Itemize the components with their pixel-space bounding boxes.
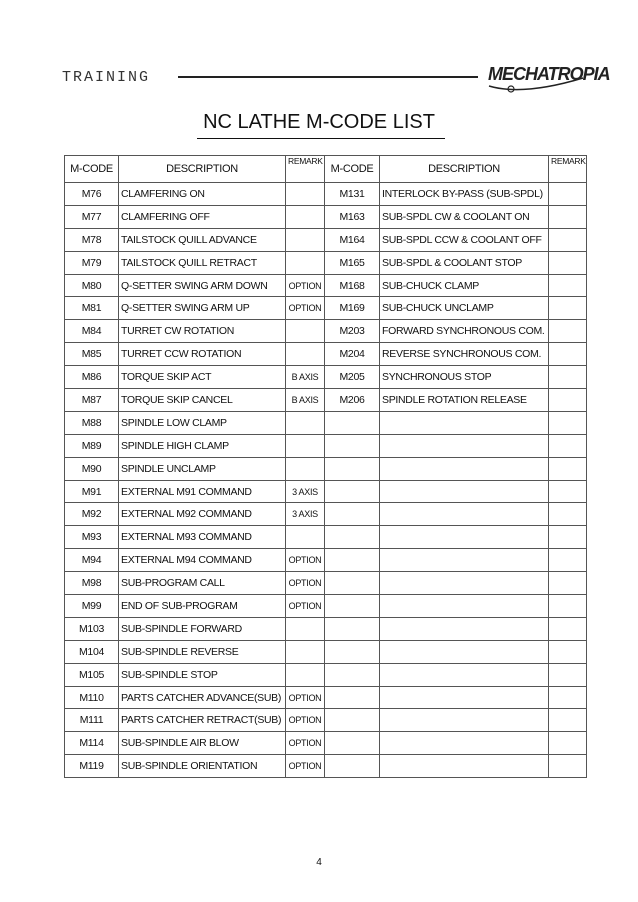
remark-cell (549, 366, 587, 389)
m-code-cell: M169 (325, 297, 380, 320)
remark-cell (549, 205, 587, 228)
m-code-cell: M205 (325, 366, 380, 389)
description-cell: SPINDLE HIGH CLAMP (119, 434, 286, 457)
description-cell: SUB-SPDL CW & COOLANT ON (380, 205, 549, 228)
m-code-cell: M99 (65, 595, 119, 618)
m-code-cell: M104 (65, 640, 119, 663)
remark-cell (549, 389, 587, 412)
m-code-cell (325, 503, 380, 526)
description-cell: TAILSTOCK QUILL RETRACT (119, 251, 286, 274)
remark-cell (549, 297, 587, 320)
description-cell: EXTERNAL M94 COMMAND (119, 549, 286, 572)
description-cell: Q-SETTER SWING ARM DOWN (119, 274, 286, 297)
m-code-cell: M168 (325, 274, 380, 297)
remark-cell (549, 732, 587, 755)
remark-cell (286, 434, 325, 457)
description-cell (380, 549, 549, 572)
description-cell: SUB-SPINDLE ORIENTATION (119, 755, 286, 778)
description-cell: PARTS CATCHER ADVANCE(SUB) (119, 686, 286, 709)
table-row (65, 732, 587, 755)
remark-cell: OPTION (286, 686, 325, 709)
table-row (65, 572, 587, 595)
description-cell (380, 434, 549, 457)
remark-cell (286, 205, 325, 228)
table-row (65, 480, 587, 503)
m-code-cell: M203 (325, 320, 380, 343)
description-cell: CLAMFERING OFF (119, 205, 286, 228)
table-row (65, 274, 587, 297)
table-row (65, 297, 587, 320)
table-row (65, 320, 587, 343)
m-code-cell: M89 (65, 434, 119, 457)
description-cell: END OF SUB-PROGRAM (119, 595, 286, 618)
m-code-cell: M131 (325, 183, 380, 206)
header-m-code: M-CODE (325, 156, 380, 183)
remark-cell (549, 434, 587, 457)
m-code-cell (325, 732, 380, 755)
table-row (65, 434, 587, 457)
remark-cell (549, 343, 587, 366)
description-cell (380, 457, 549, 480)
remark-cell (549, 640, 587, 663)
description-cell: PARTS CATCHER RETRACT(SUB) (119, 709, 286, 732)
description-cell: TURRET CW ROTATION (119, 320, 286, 343)
description-cell: EXTERNAL M92 COMMAND (119, 503, 286, 526)
description-cell (380, 617, 549, 640)
description-cell: SUB-SPINDLE REVERSE (119, 640, 286, 663)
m-code-cell: M80 (65, 274, 119, 297)
table-row (65, 526, 587, 549)
description-cell: SPINDLE LOW CLAMP (119, 411, 286, 434)
m-code-table (64, 155, 587, 778)
m-code-cell: M165 (325, 251, 380, 274)
m-code-cell (325, 755, 380, 778)
header-remark: REMARK (549, 156, 587, 183)
description-cell: EXTERNAL M93 COMMAND (119, 526, 286, 549)
remark-cell: OPTION (286, 732, 325, 755)
remark-cell: B AXIS (286, 389, 325, 412)
table-row (65, 503, 587, 526)
description-cell: SUB-SPDL & COOLANT STOP (380, 251, 549, 274)
description-cell: SUB-SPINDLE AIR BLOW (119, 732, 286, 755)
m-code-cell: M206 (325, 389, 380, 412)
table-row (65, 640, 587, 663)
remark-cell (286, 411, 325, 434)
table-row (65, 411, 587, 434)
description-cell: SPINDLE UNCLAMP (119, 457, 286, 480)
page-number: 4 (316, 857, 322, 868)
description-cell: SUB-CHUCK UNCLAMP (380, 297, 549, 320)
table-row (65, 686, 587, 709)
header-title: TRAINING (62, 69, 151, 86)
remark-cell (286, 343, 325, 366)
description-cell: TURRET CCW ROTATION (119, 343, 286, 366)
remark-cell (549, 228, 587, 251)
description-cell: INTERLOCK BY-PASS (SUB-SPDL) (380, 183, 549, 206)
description-cell: TAILSTOCK QUILL ADVANCE (119, 228, 286, 251)
remark-cell (286, 183, 325, 206)
description-cell: Q-SETTER SWING ARM UP (119, 297, 286, 320)
m-code-cell: M110 (65, 686, 119, 709)
m-code-cell (325, 572, 380, 595)
description-cell: SUB-SPINDLE STOP (119, 663, 286, 686)
table-row (65, 389, 587, 412)
m-code-cell: M164 (325, 228, 380, 251)
m-code-cell: M119 (65, 755, 119, 778)
remark-cell: B AXIS (286, 366, 325, 389)
remark-cell (549, 183, 587, 206)
remark-cell (549, 274, 587, 297)
remark-cell: OPTION (286, 755, 325, 778)
remark-cell: OPTION (286, 274, 325, 297)
m-code-cell: M105 (65, 663, 119, 686)
logo (483, 56, 610, 98)
header-remark: REMARK (286, 156, 325, 183)
header-description: DESCRIPTION (119, 156, 286, 183)
description-cell: SPINDLE ROTATION RELEASE (380, 389, 549, 412)
description-cell: SYNCHRONOUS STOP (380, 366, 549, 389)
m-code-cell: M86 (65, 366, 119, 389)
remark-cell (549, 320, 587, 343)
description-cell (380, 686, 549, 709)
remark-cell (549, 572, 587, 595)
remark-cell (286, 617, 325, 640)
title-underline (197, 138, 445, 139)
remark-cell: OPTION (286, 709, 325, 732)
m-code-cell (325, 617, 380, 640)
m-code-cell: M204 (325, 343, 380, 366)
description-cell: SUB-PROGRAM CALL (119, 572, 286, 595)
m-code-cell (325, 411, 380, 434)
m-code-cell (325, 709, 380, 732)
header-rule (178, 76, 478, 78)
remark-cell (549, 251, 587, 274)
remark-cell (286, 640, 325, 663)
description-cell (380, 503, 549, 526)
description-cell: REVERSE SYNCHRONOUS COM. (380, 343, 549, 366)
description-cell (380, 755, 549, 778)
description-cell: SUB-SPDL CCW & COOLANT OFF (380, 228, 549, 251)
m-code-cell: M76 (65, 183, 119, 206)
description-cell (380, 411, 549, 434)
remark-cell (549, 411, 587, 434)
remark-cell (549, 709, 587, 732)
m-code-cell (325, 457, 380, 480)
remark-cell (549, 617, 587, 640)
remark-cell (549, 549, 587, 572)
m-code-cell: M77 (65, 205, 119, 228)
m-code-cell: M78 (65, 228, 119, 251)
m-code-cell (325, 640, 380, 663)
m-code-cell: M92 (65, 503, 119, 526)
m-code-cell (325, 595, 380, 618)
table-row (65, 228, 587, 251)
description-cell: TORQUE SKIP ACT (119, 366, 286, 389)
m-code-cell (325, 480, 380, 503)
remark-cell (549, 595, 587, 618)
m-code-cell (325, 434, 380, 457)
remark-cell: 3 AXIS (286, 480, 325, 503)
table-row (65, 709, 587, 732)
m-code-cell: M90 (65, 457, 119, 480)
remark-cell (286, 320, 325, 343)
m-code-cell: M84 (65, 320, 119, 343)
description-cell: TORQUE SKIP CANCEL (119, 389, 286, 412)
description-cell (380, 572, 549, 595)
header-description: DESCRIPTION (380, 156, 549, 183)
remark-cell (549, 663, 587, 686)
description-cell: EXTERNAL M91 COMMAND (119, 480, 286, 503)
table-body (65, 183, 587, 778)
description-cell: SUB-SPINDLE FORWARD (119, 617, 286, 640)
m-code-cell: M163 (325, 205, 380, 228)
m-code-cell: M93 (65, 526, 119, 549)
table-row (65, 183, 587, 206)
m-code-cell: M85 (65, 343, 119, 366)
remark-cell (286, 663, 325, 686)
remark-cell (549, 480, 587, 503)
description-cell: FORWARD SYNCHRONOUS COM. (380, 320, 549, 343)
logo-text: MECHATROPIA (488, 64, 610, 84)
m-code-cell: M91 (65, 480, 119, 503)
remark-cell (549, 503, 587, 526)
remark-cell: OPTION (286, 595, 325, 618)
table-header-row (65, 156, 587, 183)
remark-cell (286, 457, 325, 480)
table-row (65, 663, 587, 686)
table-row (65, 617, 587, 640)
remark-cell (549, 526, 587, 549)
remark-cell: OPTION (286, 297, 325, 320)
m-code-cell: M81 (65, 297, 119, 320)
remark-cell (549, 686, 587, 709)
description-cell (380, 709, 549, 732)
remark-cell (286, 251, 325, 274)
table-row (65, 595, 587, 618)
m-code-cell (325, 663, 380, 686)
table-row (65, 205, 587, 228)
description-cell (380, 732, 549, 755)
remark-cell: OPTION (286, 572, 325, 595)
table-row (65, 457, 587, 480)
description-cell (380, 663, 549, 686)
m-code-cell: M88 (65, 411, 119, 434)
description-cell (380, 526, 549, 549)
m-code-cell: M114 (65, 732, 119, 755)
table-row (65, 755, 587, 778)
table-row (65, 366, 587, 389)
description-cell (380, 640, 549, 663)
description-cell: SUB-CHUCK CLAMP (380, 274, 549, 297)
m-code-cell: M111 (65, 709, 119, 732)
m-code-cell: M87 (65, 389, 119, 412)
m-code-cell (325, 686, 380, 709)
remark-cell (286, 526, 325, 549)
document-title: NC LATHE M-CODE LIST (203, 111, 435, 133)
remark-cell: 3 AXIS (286, 503, 325, 526)
table-row (65, 343, 587, 366)
m-code-cell: M79 (65, 251, 119, 274)
description-cell: CLAMFERING ON (119, 183, 286, 206)
m-code-cell: M94 (65, 549, 119, 572)
remark-cell: OPTION (286, 549, 325, 572)
description-cell (380, 595, 549, 618)
remark-cell (286, 228, 325, 251)
header-m-code: M-CODE (65, 156, 119, 183)
table-row (65, 549, 587, 572)
remark-cell (549, 457, 587, 480)
remark-cell (549, 755, 587, 778)
description-cell (380, 480, 549, 503)
m-code-cell (325, 526, 380, 549)
table-row (65, 251, 587, 274)
m-code-cell: M98 (65, 572, 119, 595)
m-code-cell (325, 549, 380, 572)
m-code-cell: M103 (65, 617, 119, 640)
